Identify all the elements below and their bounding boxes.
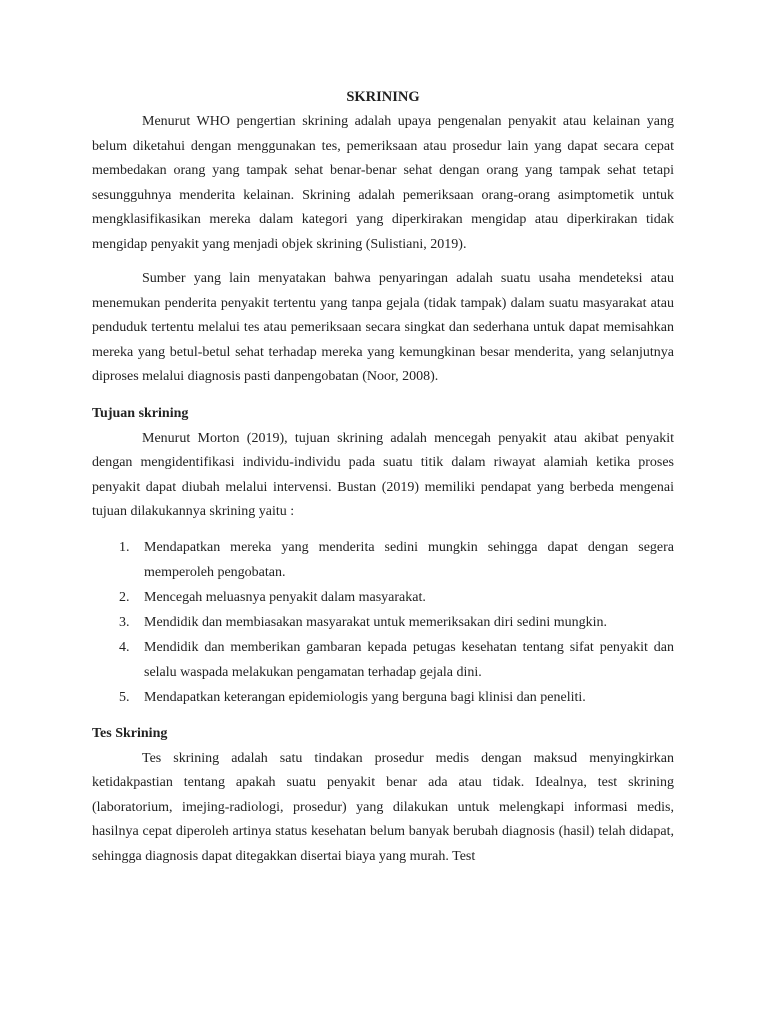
list-item-number: 3. <box>119 614 130 630</box>
list-item-text: Mendapatkan keterangan epidemiologis yang berguna bagi klinisi dan peneliti. <box>144 689 586 705</box>
list-item-number: 1. <box>119 539 130 555</box>
intro-paragraph-2: Sumber yang lain menyatakan bahwa penyaringan adalah suatu usaha mendeteksi atau menemukan penderita penyakit tertentu yang tanpa gejala (tidak tampak) dalam suatu masyarakat atau penduduk tertentu melalui tes atau pemeriksaan secara singkat dan sederhana untuk dapat memisahkan mereka yang betul-betul sehat terhadap mereka yang kemungkinan besar menderita, yang selanjutnya diproses melalui diagnosis pasti danpengobatan (Noor, 2008). <box>92 271 674 384</box>
tujuan-paragraph: Menurut Morton (2019), tujuan skrining adalah mencegah penyakit atau akibat penyakit dengan mengidentifikasi individu-individu pada suatu titik dalam riwayat alamiah ketika proses penyakit dapat diubah melalui intervensi. Bustan (2019) memiliki pendapat yang berbeda mengenai tujuan dilakukannya skrining yaitu : <box>92 430 674 519</box>
intro-paragraph-1: Menurut WHO pengertian skrining adalah upaya pengenalan penyakit atau kelainan yang belum diketahui dengan menggunakan tes, pemeriksaan atau prosedur lain yang dapat secara cepat membedakan orang yang tampak sehat benar-benar sehat dengan orang yang tampak sehat tetapi sesungguhnya menderita kelainan. Skrining adalah pemeriksaan orang-orang asimptometik untuk mengklasifikasikan mereka dalam kategori yang diperkirakan mengidap atau diperkirakan tidak mengidap penyakit yang menjadi objek skrining (Sulistiani, 2019). <box>92 114 674 252</box>
tes-paragraph: Tes skrining adalah satu tindakan prosedur medis dengan maksud menyingkirkan ketidakpastian tentang apakah suatu penyakit benar ada atau tidak. Idealnya, test skrining (laboratorium, imejing-radiologi, prosedur) yang dilakukan untuk melengkapi informasi medis, hasilnya cepat diperoleh artinya status kesehatan belum banyak berubah diagnosis (hasil) telah didapat, sehingga diagnosis dapat ditegakkan disertai biaya yang murah. Test <box>92 750 674 864</box>
list-item <box>92 585 674 610</box>
list-item-text: Mencegah meluasnya penyakit dalam masyarakat. <box>144 589 426 605</box>
list-item-number: 2. <box>119 589 130 605</box>
tujuan-list <box>92 535 674 710</box>
list-item <box>92 635 674 685</box>
list-item-number: 4. <box>119 639 130 655</box>
section-heading-tujuan: Tujuan skrining <box>92 405 189 421</box>
list-item-number: 5. <box>119 689 130 705</box>
list-item-text: Mendapatkan mereka yang menderita sedini mungkin sehingga dapat dengan segera memperoleh pengobatan. <box>144 539 674 580</box>
list-item <box>92 610 674 635</box>
document-page <box>92 84 674 869</box>
document-title: SKRINING <box>346 89 420 105</box>
list-item <box>92 535 674 585</box>
section-heading-tes: Tes Skrining <box>92 725 168 741</box>
list-item <box>92 685 674 710</box>
list-item-text: Mendidik dan membiasakan masyarakat untuk memeriksakan diri sedini mungkin. <box>144 614 608 630</box>
list-item-text: Mendidik dan memberikan gambaran kepada petugas kesehatan tentang sifat penyakit dan selalu waspada melakukan pengamatan terhadap gejala dini. <box>144 639 674 680</box>
